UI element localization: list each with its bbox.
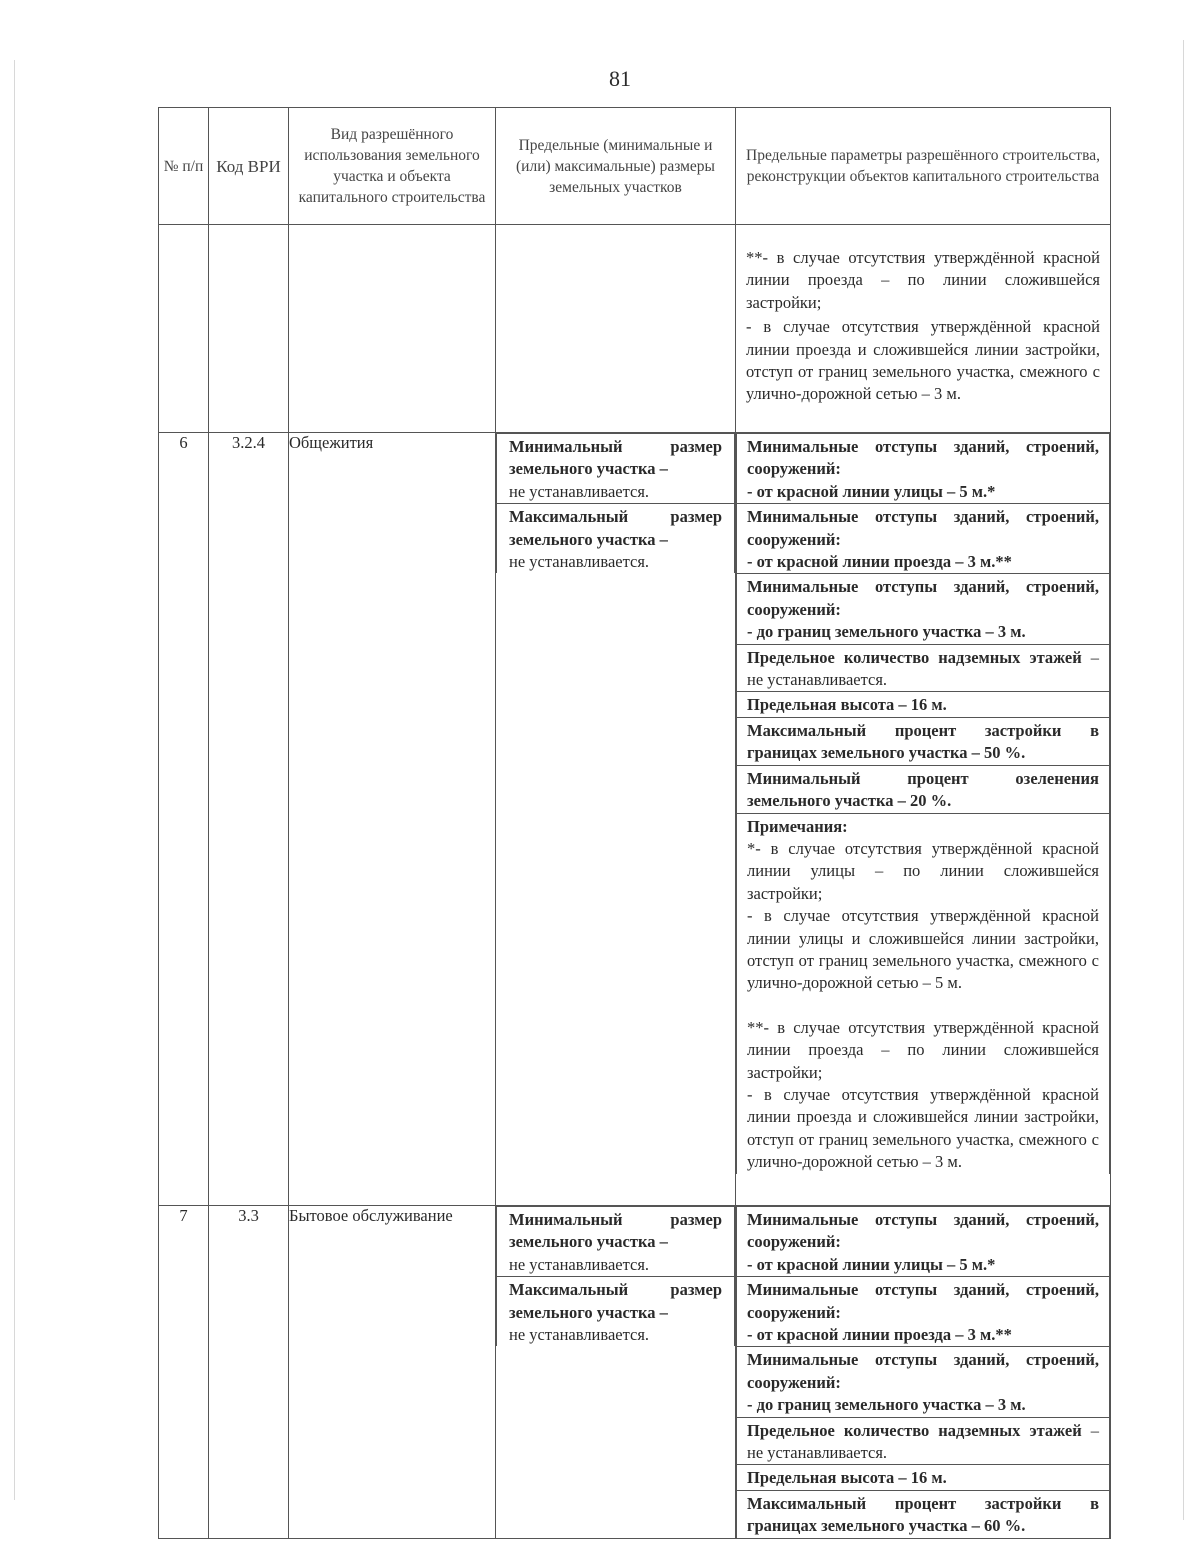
size-max-value: не устанавливается. bbox=[509, 1325, 650, 1345]
param-value: – не устанавливается. bbox=[747, 1420, 1099, 1463]
table-row bbox=[159, 1206, 1111, 1539]
notes-block bbox=[737, 813, 1110, 1174]
cell-empty-type bbox=[289, 225, 496, 433]
sizes-subtable bbox=[496, 1206, 735, 1346]
table-row-continuation bbox=[159, 225, 1111, 433]
param-value: - от красной линии улицы – 5 м.* bbox=[747, 1254, 996, 1274]
scan-edge-left bbox=[14, 60, 15, 1500]
size-max bbox=[497, 504, 735, 574]
size-max-value: не устанавливается. bbox=[509, 552, 650, 572]
param-item bbox=[737, 765, 1110, 813]
param-item bbox=[737, 434, 1110, 504]
param-title: Предельное количество надземных этажей bbox=[747, 1420, 1082, 1440]
size-min bbox=[497, 1207, 735, 1277]
sizes-subtable bbox=[496, 433, 735, 573]
cell-empty-num bbox=[159, 225, 209, 433]
size-min-value: не устанавливается. bbox=[509, 1254, 650, 1274]
header-type: Вид разрешённого использования земельного участка и объекта капитального строительства bbox=[289, 108, 496, 225]
param-value: - от красной линии улицы – 5 м.* bbox=[747, 481, 996, 501]
row-number: 6 bbox=[159, 433, 209, 1206]
row-code: 3.3 bbox=[209, 1206, 289, 1539]
size-min-title: Минимальный размер земельного участка – bbox=[509, 437, 722, 479]
param-item bbox=[737, 692, 1110, 717]
notes-title: Примечания: bbox=[747, 816, 848, 836]
param-title: Минимальный процент озеленения земельного участка – 20 %. bbox=[747, 768, 1099, 811]
param-item bbox=[737, 1417, 1110, 1465]
param-item bbox=[737, 1465, 1110, 1490]
row-code: 3.2.4 bbox=[209, 433, 289, 1206]
cell-empty-code bbox=[209, 225, 289, 433]
param-title: Минимальные отступы зданий, строений, сооружений: bbox=[747, 577, 1099, 619]
param-value: - до границ земельного участка – 3 м. bbox=[747, 1395, 1026, 1415]
param-title: Минимальные отступы зданий, строений, сооружений: bbox=[747, 1210, 1099, 1252]
param-title: Минимальные отступы зданий, строений, сооружений: bbox=[747, 1280, 1099, 1322]
param-item bbox=[737, 504, 1110, 574]
params-cell bbox=[736, 433, 1111, 1206]
sizes-cell bbox=[496, 1206, 736, 1539]
param-item bbox=[737, 574, 1110, 644]
param-floors bbox=[737, 1418, 1109, 1465]
size-min-value: не устанавливается. bbox=[509, 481, 650, 501]
note-paragraph: - в случае отсутствия утверждённой красной линии проезда и сложившейся линии застройки, отступ от границ земельного участка, смежного с улично-дорожной сетью – 3 м. bbox=[747, 1084, 1099, 1172]
header-sizes: Предельные (минимальные и (или) максимальные) размеры земельных участков bbox=[496, 108, 736, 225]
size-max-title: Максимальный размер земельного участка – bbox=[509, 507, 722, 549]
param-item bbox=[737, 1277, 1110, 1347]
table-header-row bbox=[159, 108, 1111, 225]
note-paragraph: - в случае отсутствия утверждённой красной линии улицы и сложившейся линии застройки, отступ от границ земельного участка, смежного с улично-дорожной сетью – 5 м. bbox=[747, 906, 1099, 993]
size-max bbox=[497, 1277, 735, 1347]
param-title: Максимальный процент застройки в границах земельного участка – 50 %. bbox=[747, 720, 1099, 763]
param-value: - от красной линии проезда – 3 м.** bbox=[747, 552, 1012, 572]
row-name: Бытовое обслуживание bbox=[289, 1206, 496, 1539]
param-item bbox=[737, 644, 1110, 692]
size-max-title: Максимальный размер земельного участка – bbox=[509, 1280, 722, 1322]
params-subtable bbox=[736, 1206, 1110, 1538]
table-row bbox=[159, 433, 1111, 1206]
param-item bbox=[737, 1207, 1110, 1277]
param-value: - от красной линии проезда – 3 м.** bbox=[747, 1325, 1012, 1345]
regulations-table bbox=[158, 107, 1111, 1539]
sizes-cell bbox=[496, 433, 736, 1206]
note-paragraph: *- в случае отсутствия утверждённой красной линии улицы – по линии сложившейся застройки; bbox=[747, 838, 1099, 903]
param-floors bbox=[737, 645, 1109, 692]
param-value: – не устанавливается. bbox=[747, 647, 1099, 690]
header-params: Предельные параметры разрешённого строительства, реконструкции объектов капитального строительства bbox=[736, 108, 1111, 225]
note-spacer bbox=[737, 995, 1109, 1017]
header-code: Код ВРИ bbox=[209, 108, 289, 225]
param-item bbox=[737, 1347, 1110, 1417]
param-item bbox=[737, 1490, 1110, 1537]
scan-edge-right bbox=[1183, 40, 1184, 1520]
param-item bbox=[737, 717, 1110, 765]
params-cell bbox=[736, 1206, 1111, 1539]
header-num: № п/п bbox=[159, 108, 209, 225]
cell-empty-sizes bbox=[496, 225, 736, 433]
cell-continuation-notes bbox=[736, 225, 1111, 433]
param-title: Предельная высота – 16 м. bbox=[747, 1468, 947, 1488]
param-value: - до границ земельного участка – 3 м. bbox=[747, 622, 1026, 642]
row-number: 7 bbox=[159, 1206, 209, 1539]
page-number: 81 bbox=[609, 66, 631, 91]
note-paragraph: **- в случае отсутствия утверждённой красной линии проезда – по линии сложившейся застройки; bbox=[747, 1017, 1099, 1082]
note-paragraph: **- в случае отсутствия утверждённой красной линии проезда – по линии сложившейся застройки; bbox=[746, 248, 1100, 312]
param-title: Предельная высота – 16 м. bbox=[747, 695, 947, 715]
row-name: Общежития bbox=[289, 433, 496, 1206]
note-paragraph: - в случае отсутствия утверждённой красной линии проезда и сложившейся линии застройки, отступ от границ земельного участка, смежного с улично-дорожной сетью – 3 м. bbox=[746, 317, 1100, 404]
param-title: Максимальный процент застройки в границах земельного участка – 60 %. bbox=[747, 1493, 1099, 1536]
size-min bbox=[497, 434, 735, 504]
param-title: Минимальные отступы зданий, строений, сооружений: bbox=[747, 1350, 1099, 1392]
params-subtable bbox=[736, 433, 1110, 1174]
param-title: Минимальные отступы зданий, строений, сооружений: bbox=[747, 507, 1099, 549]
size-min-title: Минимальный размер земельного участка – bbox=[509, 1210, 722, 1252]
param-title: Предельное количество надземных этажей bbox=[747, 647, 1082, 667]
param-title: Минимальные отступы зданий, строений, сооружений: bbox=[747, 437, 1099, 479]
